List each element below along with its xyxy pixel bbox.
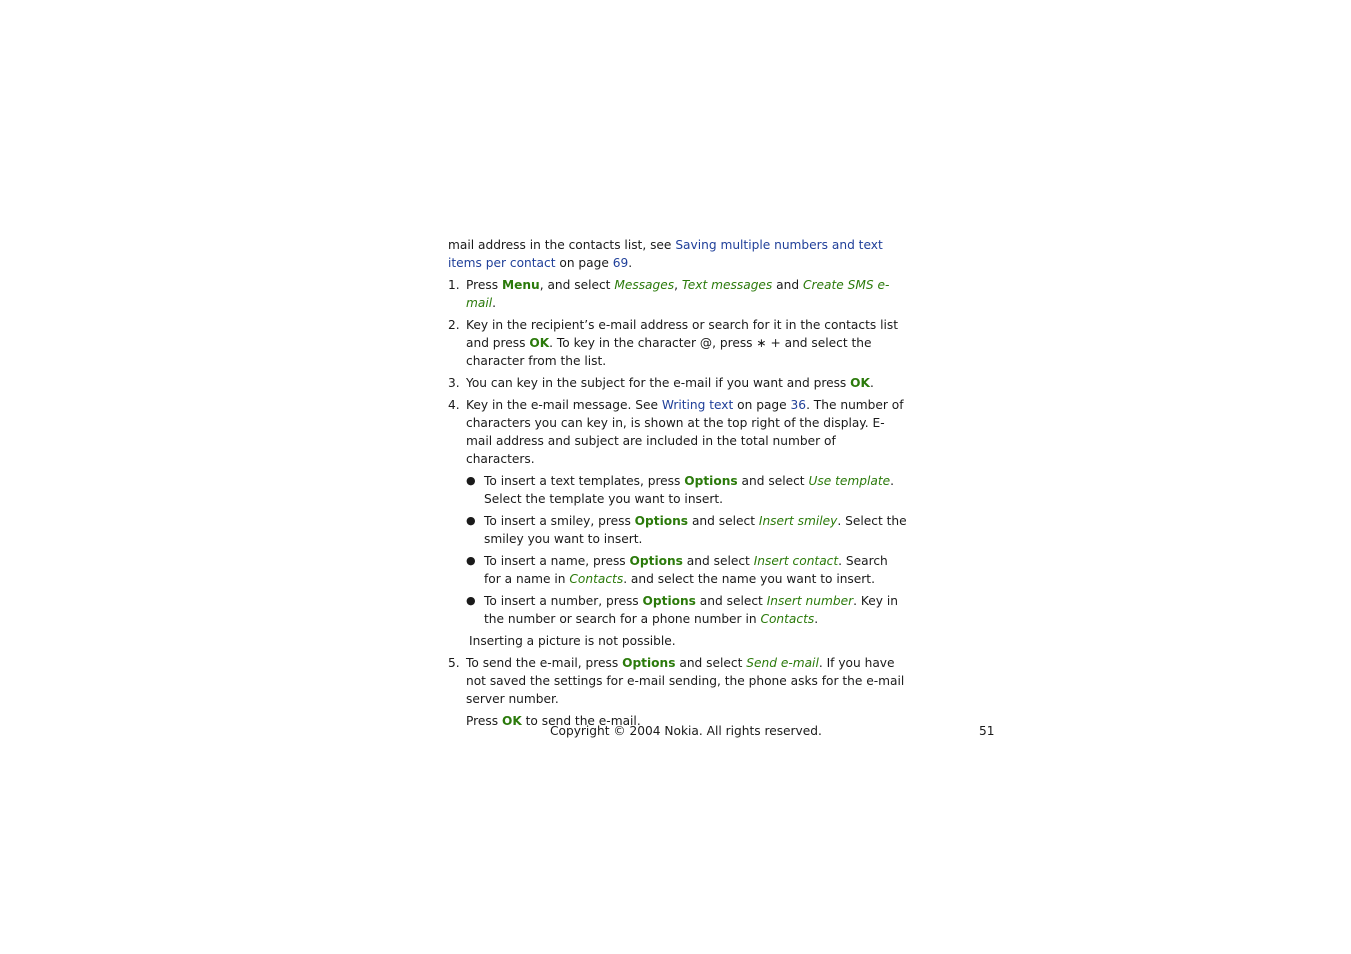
text: . Select the smiley you want to insert. (484, 514, 907, 546)
contacts-option: Contacts (760, 612, 815, 626)
text: . To key in the character @, press (549, 336, 757, 350)
text: and select (695, 594, 767, 608)
copyright-footer: Copyright © 2004 Nokia. All rights reserved. (550, 724, 822, 738)
text: . and select the name you want to insert. (623, 572, 875, 586)
text: . (869, 376, 874, 390)
text: . (628, 256, 633, 270)
create-sms-email-option: Create SMS e-mail (466, 278, 890, 310)
step-2 (448, 316, 908, 370)
picture-note: Inserting a picture is not possible. (469, 634, 676, 648)
text: . Search for a name in (484, 554, 888, 586)
ok-key: OK (501, 714, 522, 728)
text: To send the e-mail, press (466, 656, 623, 670)
text: and select (737, 474, 809, 488)
options-key: Options (629, 554, 683, 568)
text: Key in the e-mail message. See (466, 398, 662, 412)
options-key: Options (634, 514, 689, 528)
steps-list (448, 276, 908, 730)
insert-number-option: Insert number (766, 594, 854, 608)
text: and select the character from the list. (466, 336, 872, 368)
page-36-link[interactable]: 36 (790, 398, 807, 412)
text: and (772, 278, 803, 292)
text: Press (466, 714, 502, 728)
text-messages-option: Text messages (681, 278, 773, 292)
text: to send the e-mail. (521, 714, 641, 728)
step-number: 4. (448, 398, 460, 412)
text: and select (682, 554, 754, 568)
messages-option: Messages (614, 278, 675, 292)
bullet-insert-number (466, 592, 908, 628)
text: . Select the template you want to insert. (484, 474, 894, 506)
text: and select (688, 514, 759, 528)
text: To insert a name, press (484, 554, 630, 568)
step-number: 3. (448, 376, 460, 390)
text: To insert a text templates, press (484, 474, 685, 488)
insert-contact-option: Insert contact (753, 554, 839, 568)
text: Press (466, 278, 502, 292)
step-number: 1. (448, 278, 460, 292)
page-69-link[interactable]: 69 (612, 256, 629, 270)
text: and select (675, 656, 747, 670)
text: . (814, 612, 819, 626)
step-number: 5. (448, 656, 460, 670)
ok-key: OK (529, 336, 550, 350)
step-3 (448, 374, 908, 392)
page-number: 51 (979, 724, 995, 738)
manual-page-content (448, 236, 908, 734)
contacts-option: Contacts (569, 572, 624, 586)
bullet-insert-contact (466, 552, 908, 588)
text: on page (555, 256, 613, 270)
text: To insert a smiley, press (484, 514, 635, 528)
bullet-dot-icon: ● (466, 554, 476, 567)
insert-smiley-option: Insert smiley (758, 514, 838, 528)
text: . Key in the number or search for a phone number in (484, 594, 898, 626)
text: . If you have not saved the settings for e-mail sending, the phone asks for the e-mail server number. (466, 656, 905, 706)
text: , and select (539, 278, 615, 292)
bullet-dot-icon: ● (466, 514, 476, 527)
send-email-option: Send e-mail (746, 656, 819, 670)
ok-key: OK (850, 376, 870, 390)
bullet-insert-template (466, 472, 908, 508)
step-1 (448, 276, 908, 312)
writing-text-link[interactable]: Writing text (661, 398, 734, 412)
saving-multiple-numbers-link[interactable]: Saving multiple numbers and text items per contact (448, 238, 883, 270)
text: . The number of characters you can key in, is shown at the top right of the display. E-mail address and subject are included in the total number of characters. (466, 398, 904, 466)
bullet-insert-smiley (466, 512, 908, 548)
step-number: 2. (448, 318, 460, 332)
star-plus-key-symbol: ∗ + (756, 336, 781, 350)
menu-key: Menu (501, 278, 540, 292)
options-key: Options (622, 656, 676, 670)
text: Key in the recipient’s e-mail address or search for it in the contacts list and press (466, 318, 898, 350)
step-4 (448, 396, 908, 650)
intro-paragraph (448, 236, 908, 272)
text: To insert a number, press (484, 594, 643, 608)
text: You can key in the subject for the e-mail if you want and press (466, 376, 851, 390)
bullet-dot-icon: ● (466, 594, 476, 607)
options-key: Options (642, 594, 696, 608)
text: , (674, 278, 682, 292)
insert-options-list (466, 472, 908, 628)
step-5 (448, 654, 908, 730)
text: . (492, 296, 496, 310)
bullet-dot-icon: ● (466, 474, 476, 487)
options-key: Options (684, 474, 738, 488)
text: on page (733, 398, 791, 412)
use-template-option: Use template (808, 474, 891, 488)
text: mail address in the contacts list, see (448, 238, 676, 252)
